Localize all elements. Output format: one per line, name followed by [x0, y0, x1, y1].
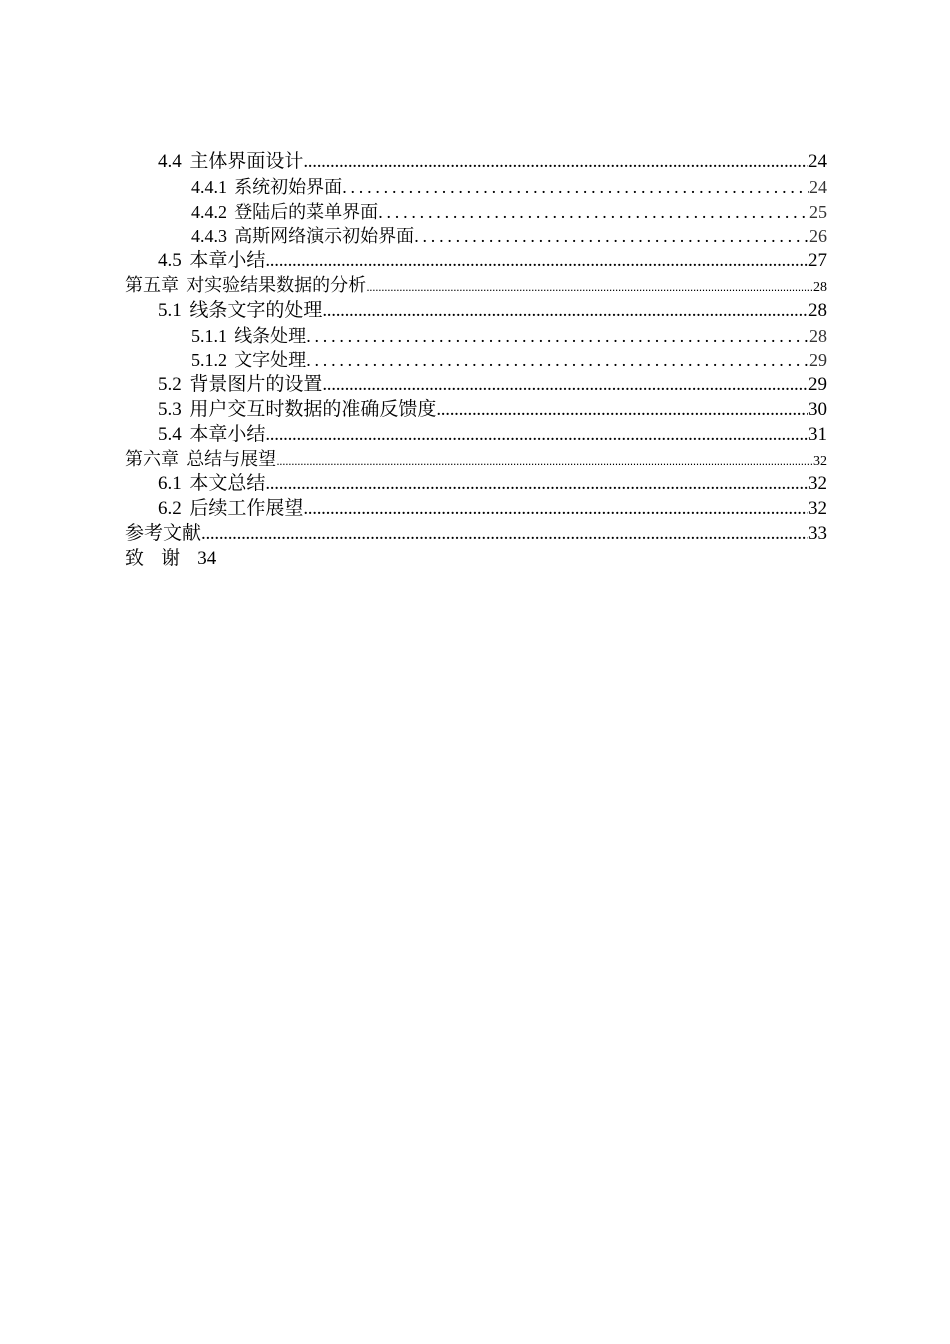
toc-entry-5-1[interactable]: [125, 299, 827, 324]
toc-entry-title: 文字处理: [234, 350, 307, 371]
toc-entry-page: 27: [808, 250, 827, 272]
toc-entry-5-1-2[interactable]: [125, 348, 827, 373]
toc-entry-6-2[interactable]: [125, 497, 827, 522]
toc-entry-number: 5.3: [158, 398, 182, 420]
toc-entry-page: 28: [809, 325, 827, 346]
toc-entry-number: 第五章: [125, 274, 179, 296]
dot-leader: [265, 423, 808, 448]
toc-entry-number: 4.4.1: [191, 176, 227, 197]
toc-entry-page: 31: [808, 423, 827, 445]
toc-entry-number: 5.1.2: [191, 350, 227, 371]
toc-entry-page: 24: [809, 176, 827, 197]
toc-entry-page: 29: [808, 374, 827, 396]
toc-entry-5-4[interactable]: [125, 423, 827, 448]
toc-entry-number: 5.4: [158, 423, 182, 445]
toc-entry-title: 线条处理: [234, 325, 307, 346]
toc-entry-number: 5.2: [158, 374, 182, 396]
toc-entry-4-4[interactable]: [125, 150, 827, 175]
toc-entry-4-4-2[interactable]: [125, 200, 827, 225]
dot-leader: [265, 472, 808, 497]
toc-entry-title: 线条文字的处理: [189, 299, 323, 321]
toc-entry-page: 33: [808, 522, 827, 544]
toc-entry-number: 4.5: [158, 250, 182, 272]
dot-leader: [303, 497, 808, 522]
toc-entry-page: 25: [809, 201, 827, 222]
toc-entry-number: 4.4.3: [191, 226, 227, 247]
dot-leader: [414, 224, 809, 249]
toc-entry-title: 主体界面设计: [189, 151, 304, 172]
toc-entry-page: 34: [197, 547, 217, 569]
toc-entry-acknowledgement[interactable]: [125, 547, 827, 572]
toc-entry-4-4-3[interactable]: [125, 224, 827, 249]
dot-leader: [265, 249, 808, 274]
toc-entry-number: 6.1: [158, 473, 182, 495]
dot-leader: [366, 276, 813, 301]
dot-leader: [322, 299, 808, 324]
toc-entry-title: 对实验结果数据的分析: [186, 274, 367, 296]
dot-leader: [306, 324, 809, 349]
toc-entry-page: 32: [813, 453, 827, 469]
table-of-contents: [125, 150, 827, 572]
dot-leader: [378, 200, 809, 225]
toc-entry-6-1[interactable]: [125, 472, 827, 497]
dot-leader: [322, 373, 808, 398]
toc-entry-title: 背景图片的设置: [189, 374, 323, 396]
toc-entry-page: 28: [808, 299, 827, 321]
toc-entry-5-3[interactable]: [125, 398, 827, 423]
toc-entry-title: 本文总结: [189, 473, 266, 495]
toc-entry-title: 参考文献: [125, 522, 202, 544]
toc-entry-page: 28: [813, 279, 827, 295]
toc-entry-number: 5.1: [158, 299, 182, 321]
toc-entry-page: 30: [808, 398, 827, 420]
toc-entry-title: 本章小结: [189, 250, 266, 272]
toc-entry-title: 高斯网络演示初始界面: [234, 226, 415, 247]
toc-entry-chapter-5[interactable]: [125, 274, 827, 299]
toc-entry-chapter-6[interactable]: [125, 448, 827, 473]
toc-entry-5-1-1[interactable]: [125, 324, 827, 349]
toc-entry-page: 32: [808, 473, 827, 495]
toc-entry-page: 29: [809, 350, 827, 371]
toc-entry-5-2[interactable]: [125, 373, 827, 398]
toc-entry-number: 6.2: [158, 498, 182, 520]
toc-entry-title: 总结与展望: [186, 448, 277, 470]
toc-entry-title: 本章小结: [189, 423, 266, 445]
dot-leader: [303, 150, 808, 175]
toc-entry-4-4-1[interactable]: [125, 175, 827, 200]
dot-leader: [342, 175, 809, 200]
dot-leader: [436, 398, 808, 423]
toc-entry-number: 4.4: [158, 151, 182, 172]
toc-entry-number: 5.1.1: [191, 325, 227, 346]
toc-entry-title: 后续工作展望: [189, 498, 304, 520]
toc-entry-title: 用户交互时数据的准确反馈度: [189, 398, 437, 420]
dot-leader: [306, 348, 809, 373]
toc-entry-title: 登陆后的菜单界面: [234, 201, 379, 222]
dot-leader: [276, 450, 813, 475]
toc-entry-number: 4.4.2: [191, 201, 227, 222]
toc-entry-page: 26: [809, 226, 827, 247]
toc-entry-number: 第六章: [125, 448, 179, 470]
toc-entry-title: 致谢: [125, 547, 198, 569]
toc-entry-title: 系统初始界面: [234, 176, 343, 197]
toc-entry-page: 24: [808, 151, 827, 172]
toc-entry-page: 32: [808, 498, 827, 520]
dot-leader: [201, 522, 808, 547]
toc-entry-4-5[interactable]: [125, 249, 827, 274]
toc-entry-references[interactable]: [125, 522, 827, 547]
